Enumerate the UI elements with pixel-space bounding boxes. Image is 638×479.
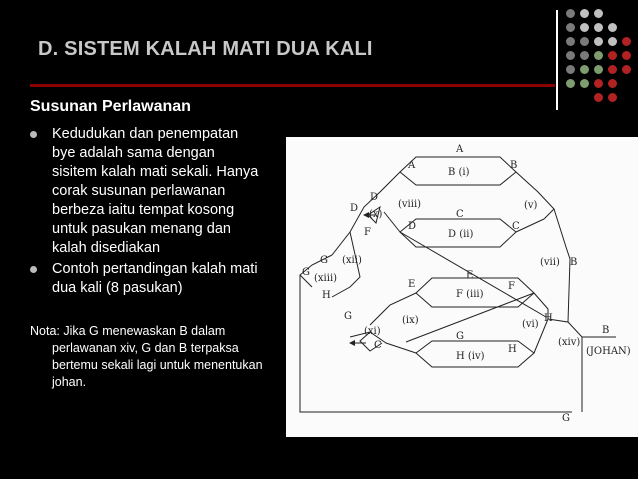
label-e-left: E (408, 279, 416, 290)
label-h-right: H (544, 313, 553, 324)
bullet-item (30, 125, 262, 258)
label-c-right: C (512, 221, 520, 232)
label-b-final: B (602, 325, 610, 336)
match-vii-label: (vii) (540, 257, 560, 268)
match-v-label: (v) (524, 200, 538, 211)
label-g-xii: G (320, 255, 328, 266)
deco-dot (594, 51, 603, 60)
note-first-line: Nota: Jika G menewaskan B dalam (30, 324, 226, 338)
label-g-h4: G (456, 331, 464, 342)
deco-dot (594, 23, 603, 32)
deco-dot (594, 93, 603, 102)
match-viii-label: (viii) (398, 199, 422, 210)
deco-dot (622, 65, 631, 74)
label-e-top: E (466, 270, 474, 281)
match-iii-label: F (iii) (456, 289, 484, 300)
label-c-xi: C (374, 340, 382, 351)
deco-dot (580, 79, 589, 88)
match-vi-label: (vi) (522, 319, 539, 330)
bullet-list (30, 125, 262, 300)
label-a-top: A (456, 144, 464, 155)
match-ii-label: D (ii) (448, 229, 474, 240)
match-iv-label: H (iv) (456, 351, 485, 362)
deco-dot (580, 65, 589, 74)
bracket-diagram (286, 137, 638, 437)
label-f-right: F (508, 281, 515, 292)
deco-dot (608, 51, 617, 60)
label-f-left: F (364, 227, 371, 238)
deco-dot (622, 51, 631, 60)
deco-dot (566, 65, 575, 74)
label-h-vi: H (508, 344, 517, 355)
match-i-label: B (i) (448, 167, 470, 178)
deco-dot (594, 9, 603, 18)
label-d-left: D (350, 203, 359, 214)
note-text (30, 323, 270, 391)
champion-label: (JOHAN) (586, 346, 631, 357)
deco-dot (580, 23, 589, 32)
divider-line (556, 10, 558, 110)
label-b-vii: B (570, 257, 578, 268)
deco-dot (608, 93, 617, 102)
label-g-left: G (302, 267, 310, 278)
label-d-upper: D (370, 192, 379, 203)
decorative-dot-grid (566, 9, 638, 109)
match-xiv-label: (xiv) (558, 337, 581, 348)
label-c-top: C (456, 209, 464, 220)
bullet-text: Kedudukan dan penempatan bye adalah sama dengan sisitem kalah mati sekali. Hanya corak susunan perlawanan berbeza iaitu tempat kosong untuk pasukan menang dan kalah disediakan (52, 126, 259, 256)
label-a-left: A (408, 160, 416, 171)
title-underline (30, 84, 555, 87)
deco-dot (566, 23, 575, 32)
bullet-dot-icon (30, 131, 37, 138)
bracket-svg (286, 137, 638, 437)
deco-dot (566, 9, 575, 18)
section-subtitle: Susunan Perlawanan (30, 98, 191, 115)
bullet-dot-icon (30, 266, 37, 273)
match-ix-label: (ix) (402, 315, 419, 326)
bullet-item (30, 260, 262, 298)
deco-dot (566, 51, 575, 60)
deco-dot (566, 37, 575, 46)
match-xiii-label: (xiii) (314, 273, 338, 284)
match-x-label: (x) (369, 209, 383, 220)
label-h-xiii: H (322, 290, 331, 301)
deco-dot (608, 79, 617, 88)
deco-dot (622, 37, 631, 46)
label-g-bottom: G (562, 413, 570, 424)
label-g-xiii: G (344, 311, 352, 322)
deco-dot (580, 9, 589, 18)
deco-dot (580, 51, 589, 60)
match-xii-label: (xii) (342, 255, 362, 266)
deco-dot (594, 79, 603, 88)
bullet-text: Contoh pertandingan kalah mati dua kali (8 pasukan) (52, 261, 258, 296)
slide-title: D. SISTEM KALAH MATI DUA KALI (38, 38, 373, 60)
note-continuation: perlawanan xiv, G dan B terpaksa bertemu sekali lagi untuk menentukan johan. (52, 341, 263, 389)
match-xi-label: (xi) (364, 326, 381, 337)
label-d-lower: D (408, 221, 417, 232)
deco-dot (608, 65, 617, 74)
label-b-right: B (510, 160, 518, 171)
deco-dot (594, 37, 603, 46)
deco-dot (608, 37, 617, 46)
deco-dot (608, 23, 617, 32)
deco-dot (566, 79, 575, 88)
deco-dot (580, 37, 589, 46)
deco-dot (594, 65, 603, 74)
